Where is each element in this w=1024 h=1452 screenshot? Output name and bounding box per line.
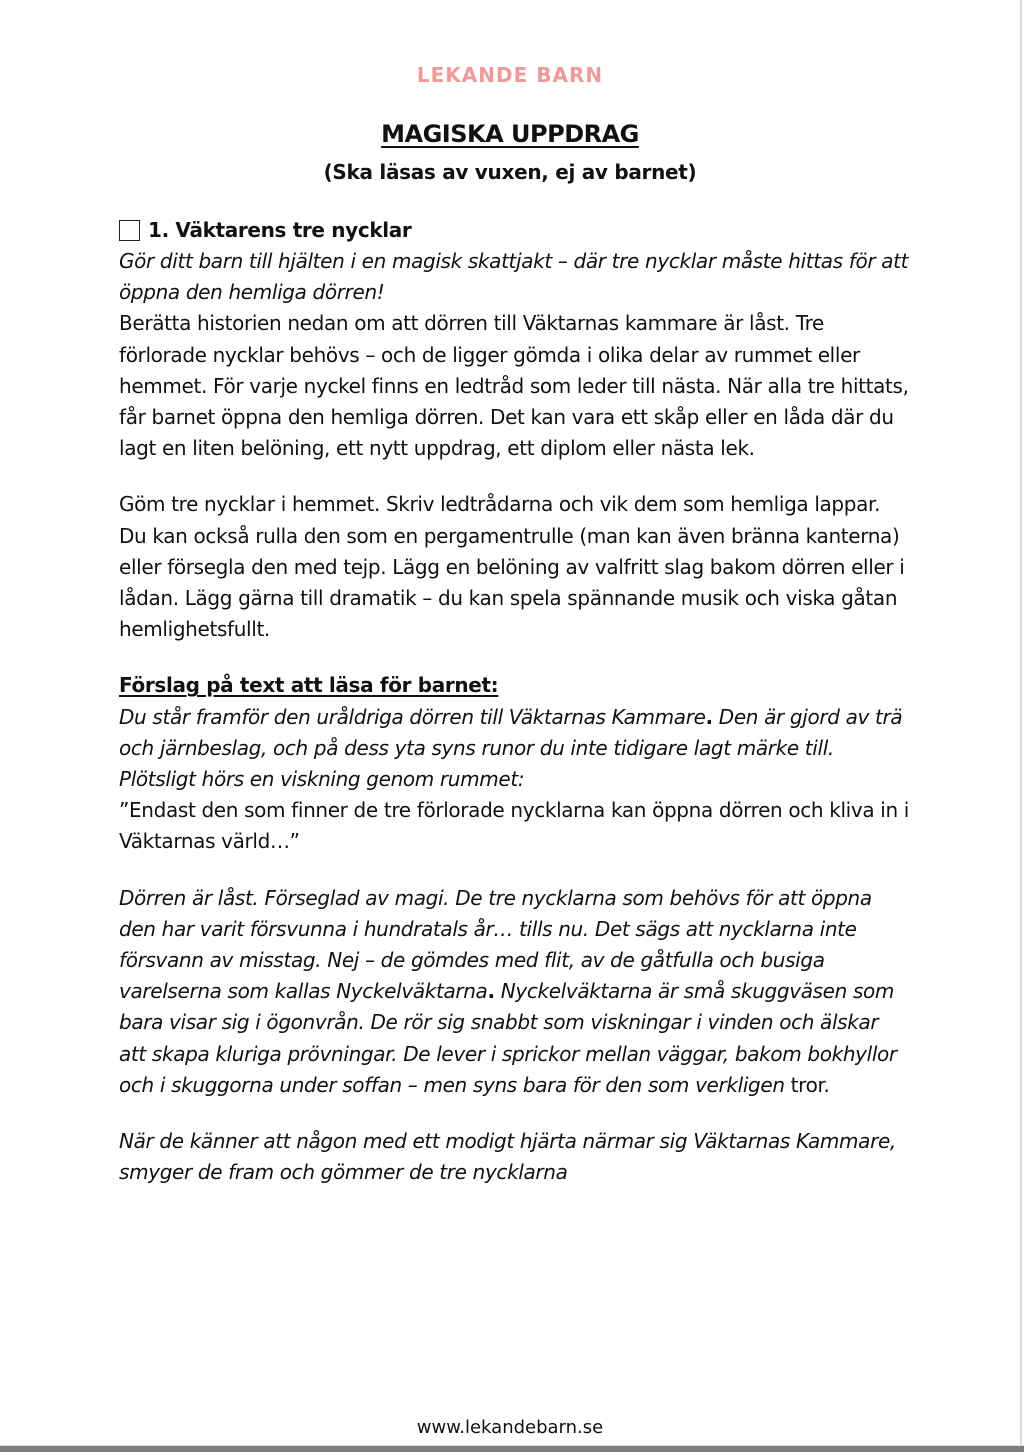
story-paragraph-3: När de känner att någon med ett modigt hjärta närmar sig Väktarnas Kammare, smyger de fram och gömmer de tre nycklarna [119,1129,896,1185]
story-p2-dot: . [487,979,495,1004]
mission-checkbox[interactable] [119,220,140,241]
story-p1-text-cont: Den är gjord av trä och järnbeslag, och på dess yta syns runor du inte tidigare lagt märke till. Plötsligt hörs en viskning genom rummet: [119,704,903,792]
mission-instructions: Göm tre nycklar i hemmet. Skriv ledtrådarna och vik dem som hemliga lappar. Du kan också rulla den som en pergamentrulle (man kan även bränna kanterna) eller försegla den med tejp. Lägg en belöning av valfritt slag bakom dörren eller i lådan. Lägg gärna till dramatik – du kan spela spännande musik och viska gåtan hemlighetsfullt. [119,492,905,642]
story-p2-text-cont: Nyckelväktarna är små skuggväsen som bara visar sig i ögonvrån. De rör sig snabbt som viskningar i vinden och älskar att skapa kluriga prövningar. De lever i sprickor mellan väggar, bakom bokhyllor och i skuggorna under soffan – men syns bara för den som verkligen [119,979,897,1097]
page-subtitle: (Ska läsas av vuxen, ej av barnet) [323,160,697,184]
footer-url[interactable]: www.lekandebarn.se [416,1417,604,1438]
mission-intro-italic: Gör ditt barn till hjälten i en magisk skattjakt – där tre nycklar måste hittas för att öppna den hemliga dörren! [119,249,909,305]
story-p1-quote: ”Endast den som finner de tre förlorade nycklarna kan öppna dörren och kliva in i Väktarnas värld…” [119,798,910,854]
mission-heading [119,215,909,246]
story-p2-text: Dörren är låst. Förseglad av magi. De tre nycklarna som behövs för att öppna den har varit försvunna i hundratals år… tills nu. Det sägs att nycklarna inte försvann av misstag. Nej – de gömdes med flit, av de gåtfulla och busiga varelserna som kallas Nyckelväktarna [119,885,872,1004]
suggestion-heading: Förslag på text att läsa för barnet: [119,673,499,698]
story-p1-text: Du står framför den uråldriga dörren till Väktarnas Kammare [119,704,706,729]
brand-logo: LEKANDE BARN [416,63,604,87]
story-p2-end: tror. [784,1072,830,1097]
page-title: MAGISKA UPPDRAG [381,120,639,148]
mission-heading-text: 1. Väktarens tre nycklar [148,217,412,242]
mission-intro-body: Berätta historien nedan om att dörren till Väktarnas kammare är låst. Tre förlorade nycklar behövs – och de ligger gömda i olika delar av rummet eller hemmet. För varje nyckel finns en ledtråd som leder till nästa. När alla tre hittats, får barnet öppna den hemliga dörren. Det kan vara ett skåp eller en låda där du lagt en liten belöning, ett nytt uppdrag, ett diplom eller nästa lek. [119,311,909,461]
page-bottom-edge [0,1445,1024,1452]
mission-content [119,215,909,1188]
story-paragraph-1 [119,702,909,858]
story-p1-dot: . [705,704,713,729]
story-paragraph-2 [119,883,909,1101]
